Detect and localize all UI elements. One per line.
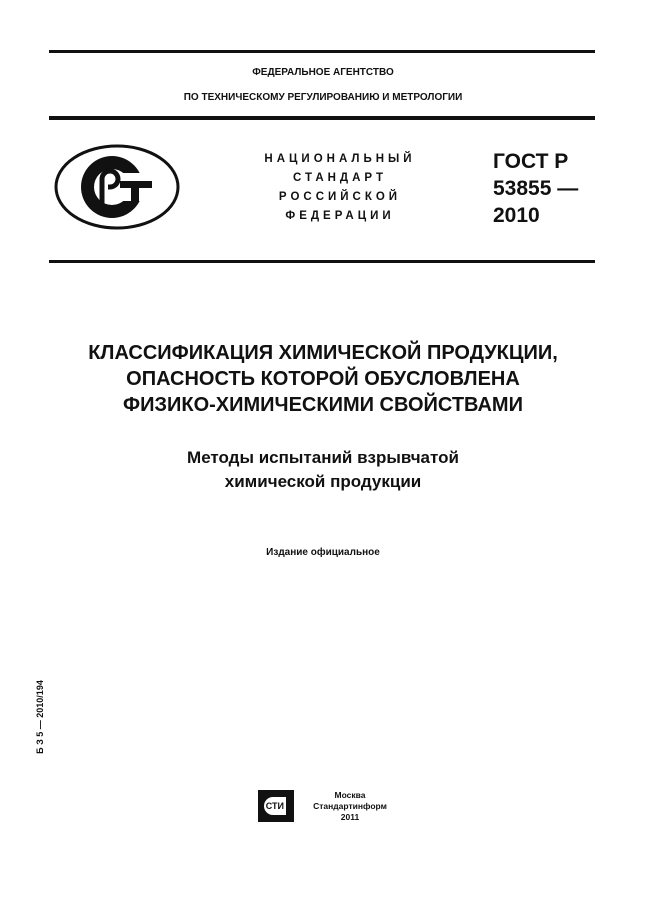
side-code: Б З 5 — 2010/194 (35, 680, 45, 754)
publisher-year: 2011 (340, 812, 360, 822)
publisher-logo-text: СТИ (264, 797, 286, 815)
title-line: ФИЗИКО-ХИМИЧЕСКИМИ СВОЙСТВАМИ (123, 394, 523, 416)
top-rule (49, 50, 595, 53)
agency-line-1: ФЕДЕРАЛЬНОЕ АГЕНТСТВО (252, 67, 394, 78)
publisher-city: Москва (334, 790, 366, 800)
rst-logo (52, 143, 182, 236)
title-line: КЛАССИФИКАЦИЯ ХИМИЧЕСКОЙ ПРОДУКЦИИ, (88, 342, 558, 364)
publisher-name: Стандартинформ (313, 801, 387, 811)
mid-rule (49, 260, 595, 263)
publisher-info (300, 790, 400, 823)
standard-type-line: РОССИЙСКОЙ (278, 191, 402, 203)
designation-line: ГОСТ Р (493, 150, 569, 173)
agency-line-2: ПО ТЕХНИЧЕСКОМУ РЕГУЛИРОВАНИЮ И МЕТРОЛОГИИ (183, 92, 463, 103)
designation-line: 2010 (493, 204, 540, 227)
document-subtitle (0, 446, 646, 494)
edition-label: Издание официальное (266, 547, 380, 558)
standard-designation (493, 148, 578, 229)
standard-type (230, 150, 450, 226)
standard-type-line: ФЕДЕРАЦИИ (285, 210, 395, 222)
subtitle-line: химической продукции (224, 472, 422, 491)
standard-type-line: НАЦИОНАЛЬНЫЙ (264, 153, 416, 165)
document-title (0, 340, 646, 418)
subtitle-line: Методы испытаний взрывчатой (187, 448, 459, 467)
designation-line: 53855 — (493, 177, 579, 200)
publisher-logo (258, 790, 294, 822)
standard-type-line: СТАНДАРТ (293, 172, 387, 184)
header-rule (49, 116, 595, 120)
title-line: ОПАСНОСТЬ КОТОРОЙ ОБУСЛОВЛЕНА (126, 368, 520, 390)
